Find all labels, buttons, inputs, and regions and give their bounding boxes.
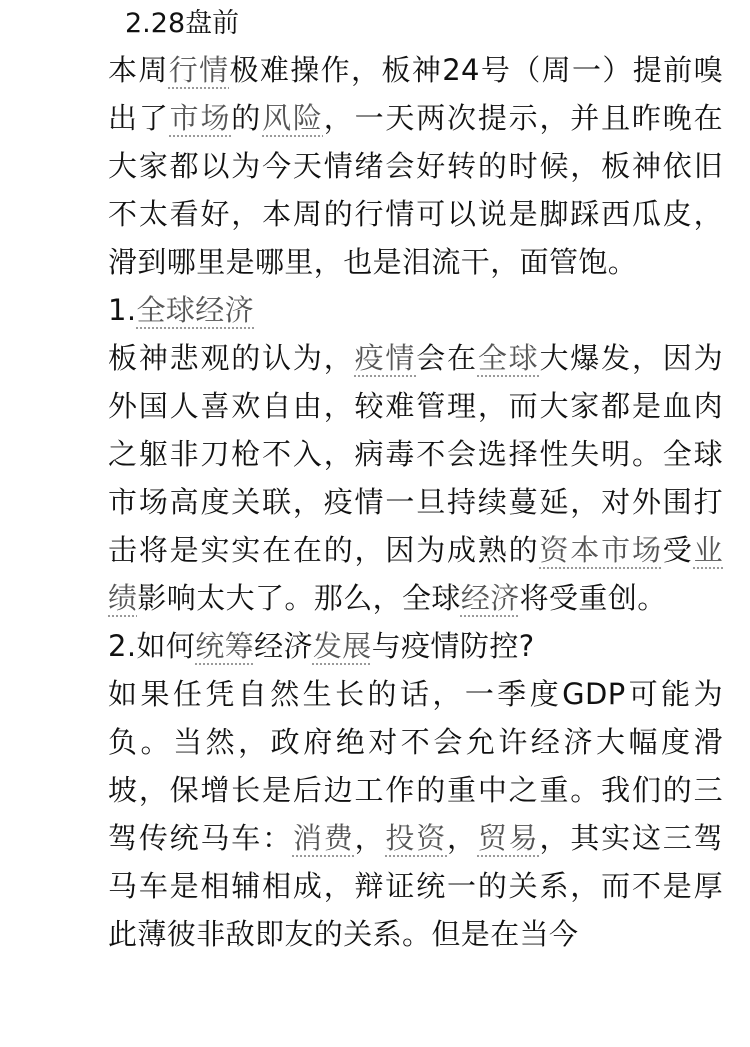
text-run: 与疫情防控?: [371, 629, 535, 663]
article-body: [108, 0, 723, 958]
text-run: ，: [447, 821, 478, 855]
keyword-link[interactable]: 全球: [477, 341, 540, 375]
text-run: 大爆发，因为外国人喜欢自由，较难管理，而大家都是血肉之躯非刀枪不入，病毒不会选择性失明。全球市场高度关联，疫情一旦持续蔓延，对外围打击将是实实在在的，因为成熟的: [108, 341, 723, 567]
text-run: ，: [354, 821, 386, 855]
text-run: 会在: [416, 341, 478, 375]
keyword-link[interactable]: 贸易: [477, 821, 540, 855]
keyword-link[interactable]: 消费: [292, 821, 355, 855]
paragraph-economy-epidemic: [108, 670, 723, 958]
text-run: 极难操作，板神24号（周一）提前嗅出了: [108, 53, 723, 135]
keyword-link[interactable]: 发展: [312, 629, 372, 663]
keyword-link[interactable]: 资本市场: [539, 533, 663, 567]
keyword-link[interactable]: 全球经济: [136, 293, 255, 327]
text-run: 经济: [254, 629, 313, 663]
keyword-link[interactable]: 疫情: [354, 341, 417, 375]
text-run: 受: [662, 533, 694, 567]
keyword-link[interactable]: 市场: [169, 101, 232, 135]
text-run: 将受重创。: [519, 581, 667, 615]
keyword-link[interactable]: 业绩: [108, 533, 723, 615]
section-heading-economy-epidemic: [108, 622, 723, 670]
keyword-link[interactable]: 行情: [168, 53, 230, 87]
text-run: 影响太大了。那么，全球: [137, 581, 461, 615]
text-run: 1.: [108, 293, 137, 327]
text-run: ，其实这三驾马车是相辅相成，辩证统一的关系，而不是厚此薄彼非敌即友的关系。但是在当今: [108, 821, 723, 951]
text-run: 本周: [108, 53, 169, 87]
keyword-link[interactable]: 经济: [460, 581, 520, 615]
paragraph-global-economy: [108, 334, 723, 622]
keyword-link[interactable]: 统筹: [195, 629, 255, 663]
text-run: 2.如何: [108, 629, 196, 663]
section-heading-global-economy: [108, 286, 723, 334]
article-date: 2.28盘前: [125, 8, 240, 39]
paragraph-intro: [108, 46, 723, 286]
text-run: 板神悲观的认为，: [108, 341, 355, 375]
keyword-link[interactable]: 风险: [262, 101, 324, 135]
text-run: ，一天两次提示，并且昨晚在大家都以为今天情绪会好转的时候，板神依旧不太看好，本周的行情可以说是脚踩西瓜皮，滑到哪里是哪里，也是泪流干，面管饱。: [108, 101, 723, 279]
text-run: 如果任凭自然生长的话，一季度GDP可能为负。当然，政府绝对不会允许经济大幅度滑坡，保增长是后边工作的重中之重。我们的三驾传统马车：: [108, 677, 723, 855]
text-run: 的: [231, 101, 263, 135]
keyword-link[interactable]: 投资: [385, 821, 448, 855]
